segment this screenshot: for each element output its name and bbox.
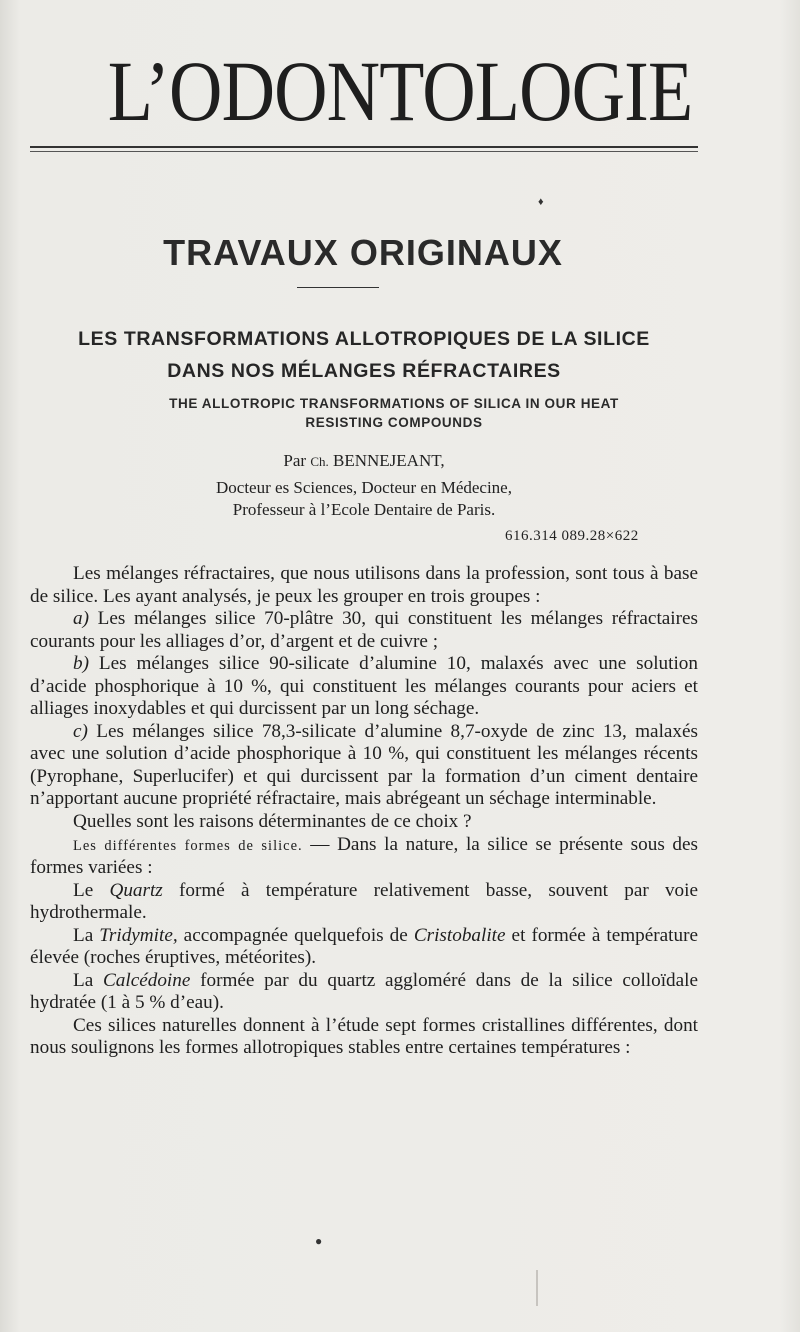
list-label-a: a) [73, 608, 89, 630]
section-rule [297, 287, 379, 288]
paragraph-group-b [30, 653, 698, 721]
term-tridymite: Tridymite, [99, 924, 178, 946]
paragraph-intro: Les mélanges réfractaires, que nous utilisons dans la profession, sont tous à base de silice. Les ayant analysés, je peux les grouper en trois groupes : [30, 563, 698, 607]
group-b-text: Les mélanges silice 90-silicate d’alumine 10, malaxés avec une solution d’acide phosphorique à 10 %, qui constituent les mélanges courants pour aciers et alliages inoxydables et qui durcissent par un long séchage. [30, 653, 698, 720]
byline-prefix: Par [283, 451, 311, 470]
author-byline [30, 451, 698, 471]
group-c-text: Les mélanges silice 78,3-silicate d’alumine 8,7-oxyde de zinc 13, malaxés avec une solution d’acide phosphorique à 10 %, qui constituent les mélanges récents (Pyrophane, Superlucifer) et qui durcissent par la formation d’un ciment dentaire n’apportant aucune propriété réfractaire, mais abrégeant un séchage interminable. [30, 720, 698, 810]
article-title-line-2: DANS NOS MÉLANGES RÉFRACTAIRES [167, 360, 561, 382]
author-name: BENNEJEANT, [328, 451, 445, 470]
affiliation-line-1: Docteur es Sciences, Docteur en Médecine, [216, 478, 512, 497]
classification-code: 616.314 089.28×622 [505, 528, 639, 544]
paragraph-seven-forms: Ces silices naturelles donnent à l’étude sept formes cristallines différentes, dont nous soulignons les formes allotropiques stables entre certaines températures : [30, 1014, 698, 1059]
tridymite-lead: La [73, 924, 100, 946]
tridymite-text-end: et formée à température élevée (roches éruptives, météorites). [30, 924, 698, 969]
title-rule-thin [30, 151, 698, 152]
affiliation-line-2: Professeur à l’Ecole Dentaire de Paris. [232, 500, 496, 519]
paragraph-tridymite [30, 925, 698, 970]
term-calcedoine: Calcédoine [102, 969, 191, 991]
quartz-lead: Le [73, 879, 110, 901]
article-title-line-1: LES TRANSFORMATIONS ALLOTROPIQUES DE LA SILICE [78, 328, 650, 350]
list-label-c: c) [73, 720, 88, 742]
ornament-icon: ♦ [538, 196, 544, 208]
paragraph-question: Quelles sont les raisons déterminantes de ce choix ? [73, 811, 472, 833]
term-quartz: Quartz [109, 879, 163, 901]
group-a-text: Les mélanges silice 70-plâtre 30, qui constituent les mélanges réfractaires courants pour les alliages d’or, d’argent et de cuivre ; [30, 608, 698, 652]
ink-mark-icon: ● [315, 1234, 323, 1248]
paragraph-group-a [30, 608, 698, 653]
forms-subheading: Les différentes formes de silice. [73, 837, 303, 854]
quartz-text: formé à température relativement basse, souvent par voie hydrothermale. [30, 879, 698, 924]
english-title-line-2: RESISTING COMPOUNDS [305, 415, 483, 430]
paragraph-calcedoine [30, 970, 698, 1015]
journal-title: L’ODONTOLOGIE [107, 43, 693, 139]
author-initial: Ch. [310, 454, 329, 469]
article-body [30, 563, 698, 1060]
paragraph-quartz [30, 880, 698, 925]
title-rule-thick [30, 146, 698, 148]
forms-text: — Dans la nature, la silice se présente sous des formes variées : [30, 833, 698, 879]
calcedoine-lead: La [73, 969, 103, 991]
list-label-b: b) [73, 653, 89, 675]
paragraph-group-c [30, 721, 698, 811]
term-cristobalite: Cristobalite [413, 924, 506, 946]
calcedoine-text: formée par du quartz aggloméré dans de la silice colloïdale hydratée (1 à 5 % d’eau). [30, 969, 698, 1014]
english-title-line-1: THE ALLOTROPIC TRANSFORMATIONS OF SILICA IN OUR HEAT [169, 396, 619, 411]
tridymite-text: accompagnée quelquefois de [177, 924, 414, 946]
scan-artifact [536, 1270, 538, 1306]
paragraph-forms [30, 834, 698, 880]
section-heading: TRAVAUX ORIGINAUX [163, 232, 563, 273]
